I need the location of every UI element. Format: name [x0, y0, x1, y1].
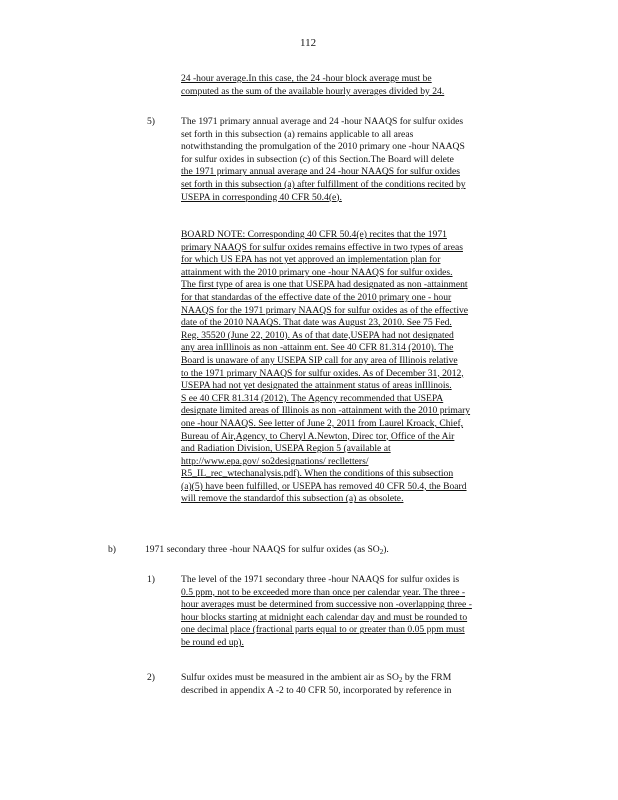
item-b2-line-1 — [181, 672, 451, 685]
board-note-line: designate limited areas of Illinois as non -attainment with the 2010 primary — [181, 405, 471, 417]
item-b2-label: 2) — [147, 672, 155, 683]
board-note-line: R5_IL_rec_wtechanalysis.pdf). When the conditions of this subsection — [181, 468, 454, 480]
item-b1-paragraph — [181, 574, 472, 650]
board-note-paragraph — [181, 229, 470, 506]
item-5-line: for sulfur oxides in subsection (c) of this Section.The Board will delete — [181, 153, 454, 165]
item-5-line: set forth in this subsection (a) remains applicable to all areas — [181, 128, 414, 140]
item-5-line: set forth in this subsection (a) after fulfillment of the conditions recited by — [181, 178, 466, 190]
item-b-label: b) — [108, 544, 116, 555]
board-note-line: date of the 2010 NAAQS. That date was August 23, 2010. See 75 Fed. — [181, 317, 452, 329]
item-b2-line-1-text: Sulfur oxides must be measured in the ambient air as SO — [181, 672, 399, 683]
board-note-line: Reg. 35520 (June 22, 2010). As of that date,USEPA had not designated — [181, 329, 454, 341]
continuation-paragraph — [181, 73, 444, 98]
board-note-line: Board is unaware of any USEPA SIP call for any area of Illinois relative — [181, 354, 458, 366]
item-b1-line: hour averages must be determined from successive non -overlapping three - — [181, 599, 472, 611]
board-note-line: any area inIllinois as non -attainm ent. See 40 CFR 81.314 (2010). The — [181, 342, 454, 354]
item-b-text: 1971 secondary three -hour NAAQS for sulfur oxides (as SO — [145, 544, 380, 555]
board-note-line: attainment with the 2010 primary one -hour NAAQS for sulfur oxides. — [181, 266, 453, 278]
item-b1-line: hour blocks starting at midnight each calendar day and must be rounded to — [181, 611, 468, 623]
board-note-line: (a)(5) have been fulfilled, or USEPA has removed 40 CFR 50.4, the Board — [181, 480, 467, 492]
continuation-line: computed as the sum of the available hourly averages divided by 24. — [181, 85, 445, 97]
board-note-line: primary NAAQS for sulfur oxides remains effective in two types of areas — [181, 241, 463, 253]
board-note-line: for which US EPA has not yet approved an implementation plan for — [181, 254, 441, 266]
item-b-subscript: 2 — [379, 548, 384, 556]
item-b-tail: ). — [383, 544, 389, 555]
board-note-line: BOARD NOTE: Corresponding 40 CFR 50.4(e) recites that the 1971 — [181, 229, 447, 240]
item-b-heading — [145, 544, 389, 559]
item-5-line: The 1971 primary annual average and 24 -hour NAAQS for sulfur oxides — [181, 116, 464, 127]
item-5-line: the 1971 primary annual average and 24 -hour NAAQS for sulfur oxides — [181, 166, 460, 178]
board-note-line: http://www.epa.gov/ so2designations/ reclletters/ — [181, 455, 369, 467]
continuation-line: 24 -hour average.In this case, the 24 -hour block average must be — [181, 73, 432, 84]
board-note-line: and Radiation Division, USEPA Region 5 (available at — [181, 443, 391, 455]
board-note-line: one -hour NAAQS. See letter of June 2, 2011 from Laurel Kroack, Chief, — [181, 417, 464, 429]
item-5-line: USEPA in corresponding 40 CFR 50.4(e). — [181, 191, 342, 203]
item-5-line: notwithstanding the promulgation of the 2010 primary one -hour NAAQS — [181, 141, 465, 153]
item-b1-label: 1) — [147, 574, 155, 585]
board-note-line: will remove the standardof this subsection (a) as obsolete. — [181, 493, 404, 505]
item-b1-line: The level of the 1971 secondary three -hour NAAQS for sulfur oxides is — [181, 574, 460, 585]
board-note-line: The first type of area is one that USEPA had designated as non -attainment — [181, 279, 468, 291]
item-b1-line: 0.5 ppm, not to be exceeded more than once per calendar year. The three - — [181, 586, 466, 598]
item-b2-subscript: 2 — [398, 676, 403, 684]
item-b2-line-1-tail: by the FRM — [404, 672, 452, 683]
item-b1-line: be round ed up). — [181, 636, 244, 648]
item-5-label: 5) — [147, 116, 155, 127]
board-note-line: to the 1971 primary NAAQS for sulfur oxides. As of December 31, 2012, — [181, 367, 464, 379]
board-note-line: S ee 40 CFR 81.314 (2012). The Agency recommended that USEPA — [181, 392, 444, 404]
page-number: 112 — [300, 37, 317, 49]
board-note-line: Bureau of Air,Agency, to Cheryl A.Newton, Direc tor, Office of the Air — [181, 430, 455, 442]
board-note-line: for that standardas of the effective date of the 2010 primary one - hour — [181, 291, 452, 303]
item-b1-line: one decimal place (fractional parts equal to or greater than 0.05 ppm must — [181, 624, 465, 636]
item-b2-paragraph — [181, 672, 451, 697]
board-note-line: USEPA had not yet designated the attainment status of areas inIllinois. — [181, 380, 452, 392]
item-5-paragraph — [181, 116, 466, 204]
item-b2-line-2: described in appendix A -2 to 40 CFR 50, incorporated by reference in — [181, 684, 452, 696]
board-note-line: NAAQS for the 1971 primary NAAQS for sulfur oxides as of the effective — [181, 304, 469, 316]
